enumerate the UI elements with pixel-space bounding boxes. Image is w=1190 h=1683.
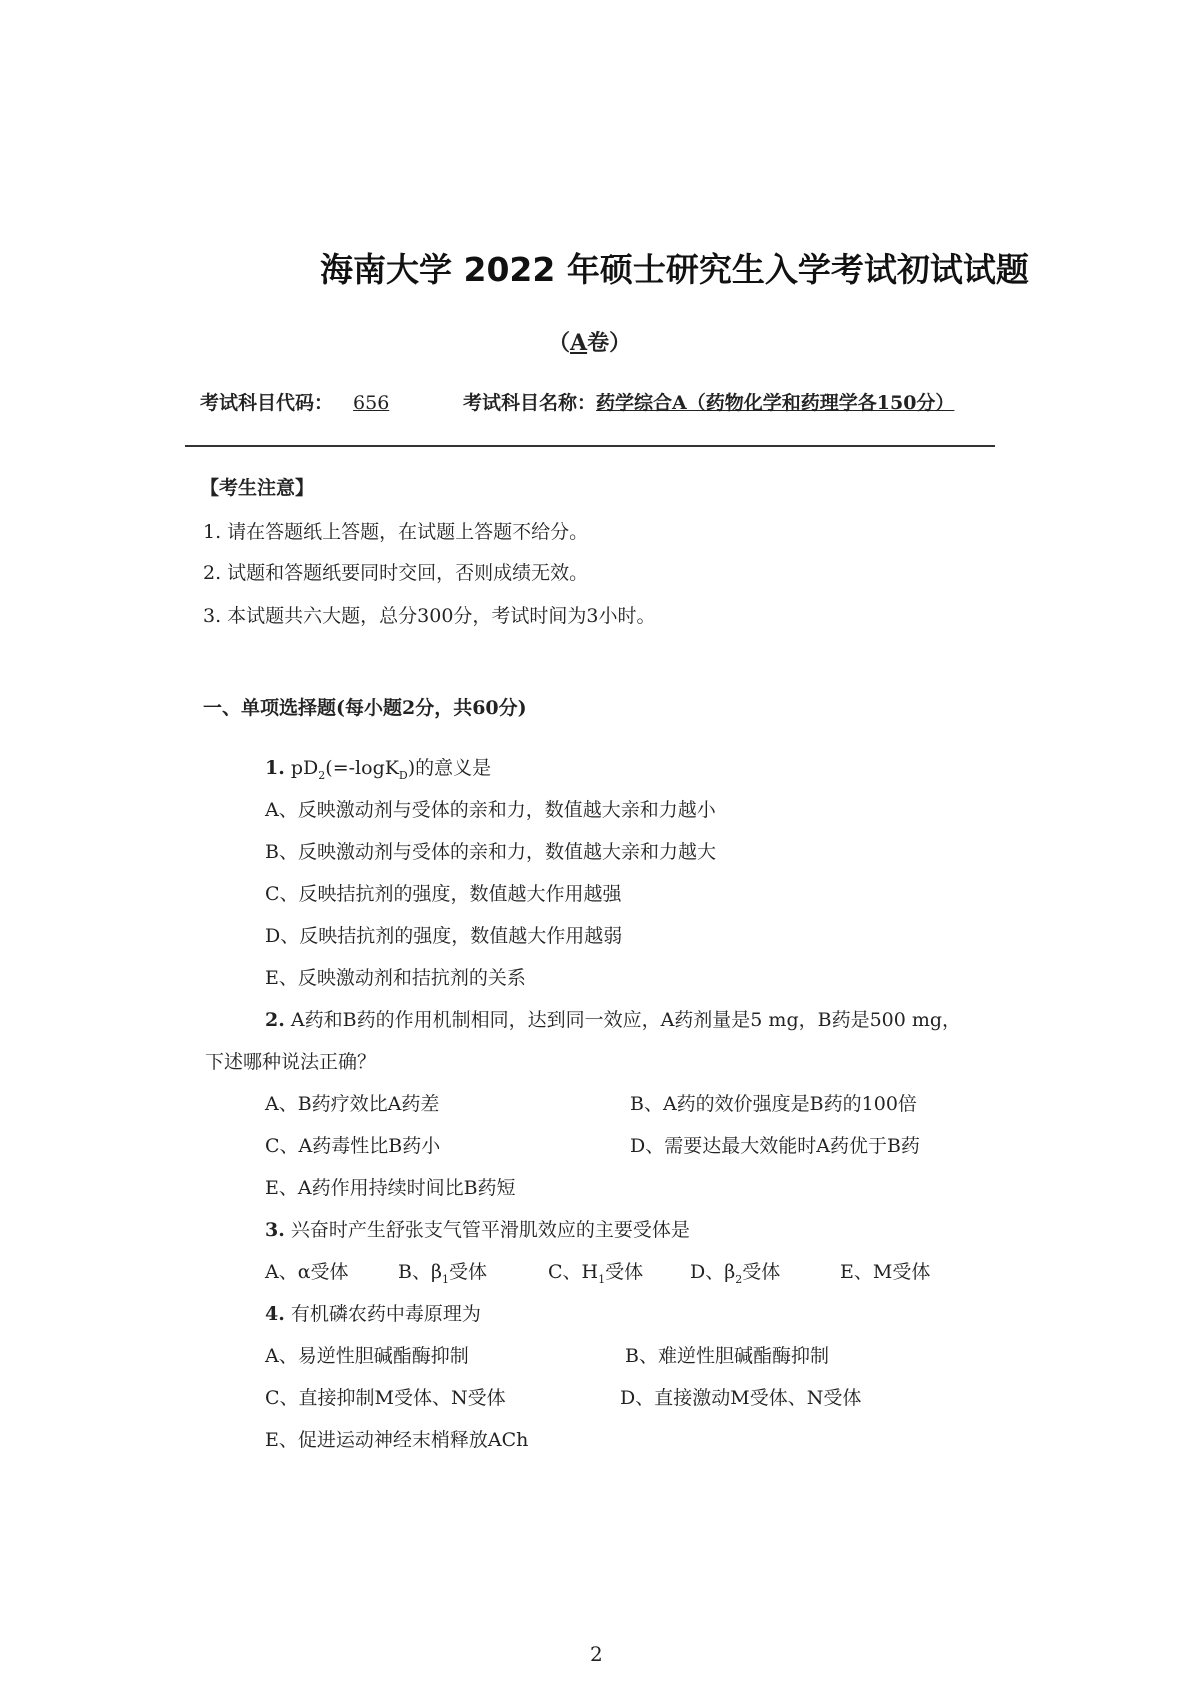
question-number: 1. bbox=[265, 757, 285, 779]
subscript: D bbox=[398, 768, 408, 782]
paper-letter: A bbox=[570, 330, 588, 356]
question-4-stem bbox=[265, 1302, 481, 1326]
page-number: 2 bbox=[590, 1642, 603, 1666]
subscript: 2 bbox=[318, 768, 326, 782]
option bbox=[548, 1260, 643, 1292]
option: A、易逆性胆碱酯酶抑制 bbox=[265, 1345, 469, 1367]
notice-heading: 【考生注意】 bbox=[200, 477, 315, 499]
option: A、反映激动剂与受体的亲和力，数值越大亲和力越小 bbox=[265, 799, 716, 821]
option: C、直接抑制M受体、N受体 bbox=[265, 1387, 506, 1409]
subscript: 1 bbox=[598, 1272, 606, 1286]
option: B、反映激动剂与受体的亲和力，数值越大亲和力越大 bbox=[265, 841, 716, 863]
option: D、需要达最大效能时A药优于B药 bbox=[630, 1135, 920, 1157]
option-part: 受体 bbox=[742, 1261, 781, 1283]
option bbox=[398, 1260, 487, 1292]
subject-name-label: 考试科目名称： bbox=[463, 392, 597, 414]
subject-code-value: 656 bbox=[353, 392, 390, 414]
question-number: 4. bbox=[265, 1303, 285, 1325]
option: E、促进运动神经末梢释放ACh bbox=[265, 1429, 529, 1451]
option-part: 受体 bbox=[605, 1261, 644, 1283]
stem-part: (=-logK bbox=[325, 757, 399, 779]
option: B、难逆性胆碱酯酶抑制 bbox=[625, 1345, 829, 1367]
option: C、反映拮抗剂的强度，数值越大作用越强 bbox=[265, 883, 622, 905]
stem-part: A药和B药的作用机制相同，达到同一效应，A药剂量是5 mg，B药是500 mg， bbox=[290, 1009, 962, 1031]
subject-name-value: 药学综合A（药物化学和药理学各150分） bbox=[596, 392, 955, 414]
option: E、M受体 bbox=[840, 1261, 931, 1283]
subject-code bbox=[200, 388, 409, 415]
option-part: B、β bbox=[398, 1261, 442, 1283]
header-divider bbox=[185, 445, 995, 447]
subject-name bbox=[463, 388, 954, 415]
option-part: D、β bbox=[690, 1261, 736, 1283]
option: D、直接激动M受体、N受体 bbox=[620, 1387, 862, 1409]
question-3-stem bbox=[265, 1218, 690, 1242]
option: E、A药作用持续时间比B药短 bbox=[265, 1177, 516, 1199]
paren-open: （ bbox=[548, 330, 571, 356]
stem-part: 兴奋时产生舒张支气管平滑肌效应的主要受体是 bbox=[290, 1219, 690, 1241]
question-number: 3. bbox=[265, 1219, 285, 1241]
option-part: C、H bbox=[548, 1261, 599, 1283]
subscript: 1 bbox=[441, 1272, 449, 1286]
paper-close: 卷） bbox=[587, 330, 632, 356]
stem-part: )的意义是 bbox=[407, 757, 492, 779]
stem-part: pD bbox=[290, 757, 319, 779]
exam-title: 海南大学 2022 年硕士研究生入学考试初试试题 bbox=[320, 250, 1029, 289]
option: C、A药毒性比B药小 bbox=[265, 1135, 441, 1157]
notice-item: 1. 请在答题纸上答题，在试题上答题不给分。 bbox=[203, 521, 589, 543]
subscript: 2 bbox=[735, 1272, 743, 1286]
option-part: 受体 bbox=[448, 1261, 487, 1283]
option: A、B药疗效比A药差 bbox=[265, 1093, 440, 1115]
question-1-stem bbox=[265, 756, 491, 788]
notice-item: 2. 试题和答题纸要同时交回，否则成绩无效。 bbox=[203, 562, 589, 584]
paper-version bbox=[548, 326, 631, 357]
notice-item: 3. 本试题共六大题，总分300分，考试时间为3小时。 bbox=[203, 605, 656, 627]
option: B、A药的效价强度是B药的100倍 bbox=[630, 1093, 917, 1115]
subject-code-label: 考试科目代码： bbox=[200, 392, 334, 414]
option: E、反映激动剂和拮抗剂的关系 bbox=[265, 967, 526, 989]
option: A、α受体 bbox=[265, 1261, 349, 1283]
section-heading: 一、单项选择题(每小题2分，共60分) bbox=[203, 697, 527, 719]
question-2-stem bbox=[265, 1008, 961, 1032]
option: D、反映拮抗剂的强度，数值越大作用越弱 bbox=[265, 925, 623, 947]
option bbox=[690, 1260, 780, 1292]
question-2-stem-cont: 下述哪种说法正确？ bbox=[205, 1051, 377, 1073]
question-number: 2. bbox=[265, 1009, 285, 1031]
stem-part: 有机磷农药中毒原理为 bbox=[290, 1303, 481, 1325]
